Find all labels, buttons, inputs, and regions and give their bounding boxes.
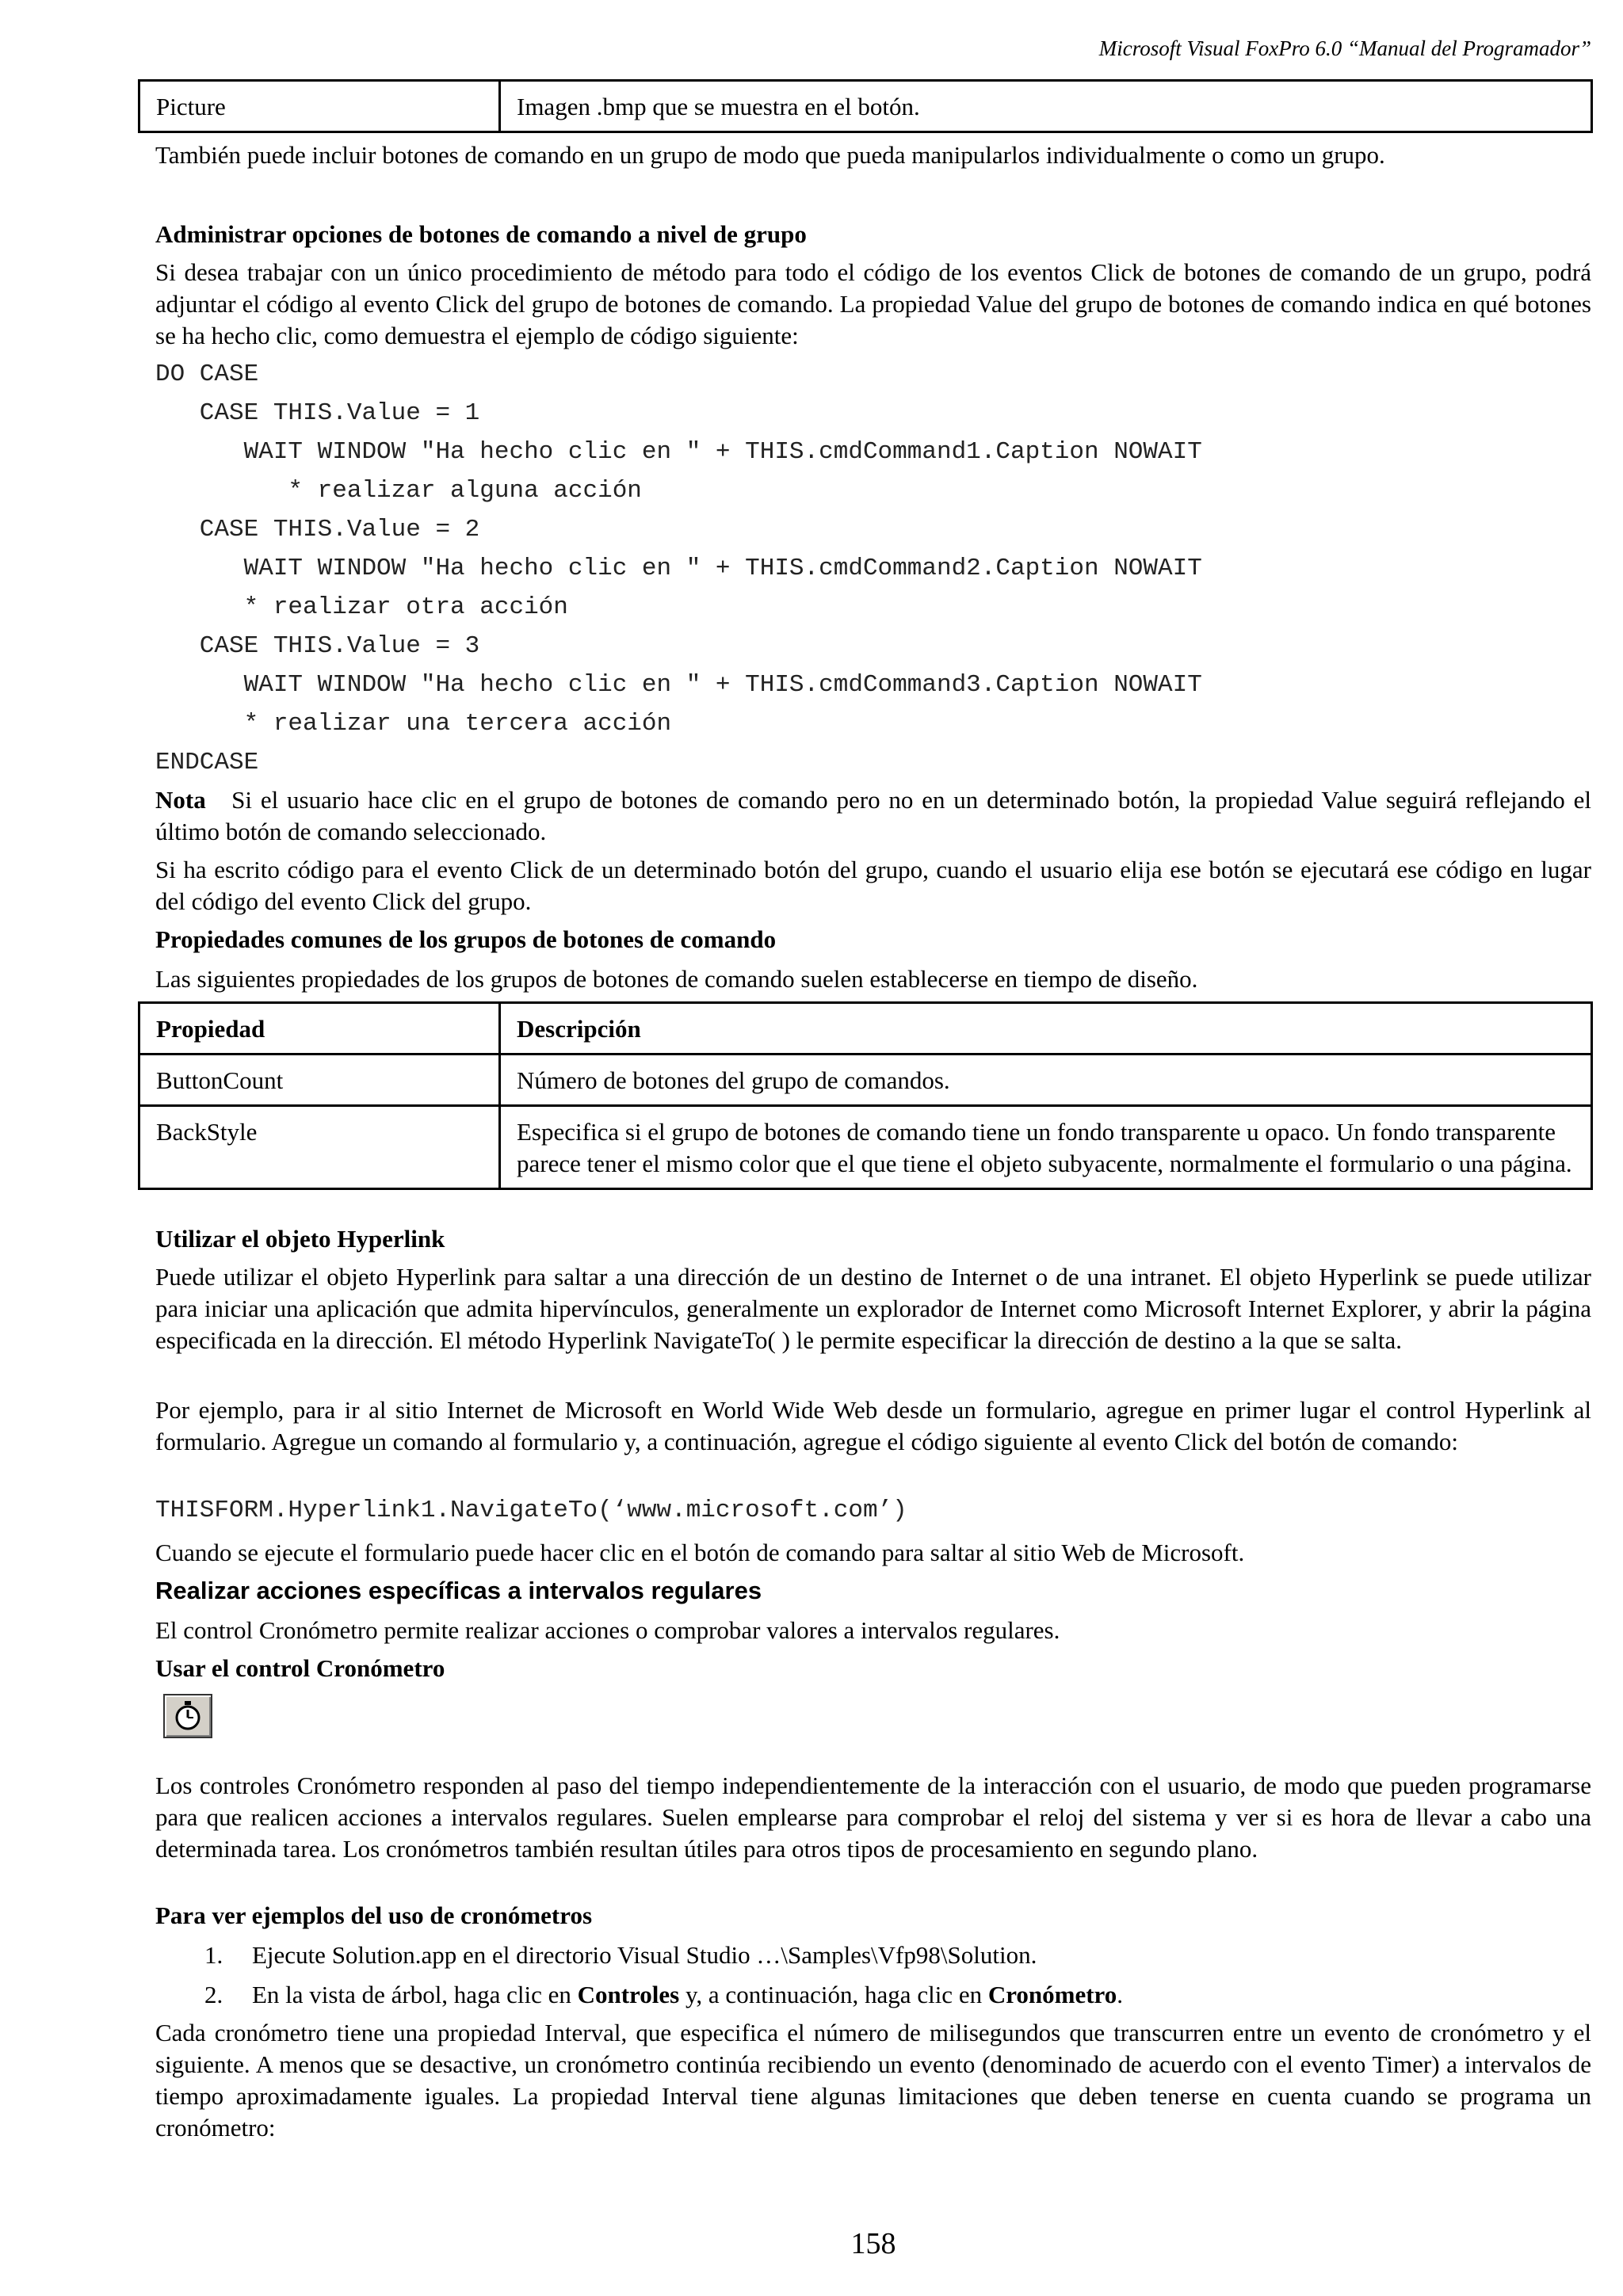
property-description: Imagen .bmp que se muestra en el botón. [500, 81, 1592, 132]
list-item [155, 1979, 1591, 2011]
code-line: ENDCASE [155, 749, 259, 776]
code-line: WAIT WINDOW "Ha hecho clic en " + THIS.cmdCommand2.Caption NOWAIT [155, 555, 1202, 582]
table-row [139, 1106, 1592, 1189]
common-props-table-wrap [155, 1001, 1593, 1190]
code-line: WAIT WINDOW "Ha hecho clic en " + THIS.cmdCommand3.Caption NOWAIT [155, 671, 1202, 699]
code-hyperlink: THISFORM.Hyperlink1.NavigateTo(‘www.microsoft.com’) [155, 1497, 907, 1524]
step-text: . [1117, 1981, 1124, 2008]
property-name: Picture [139, 81, 500, 132]
step-number: 2. [204, 1981, 223, 2008]
step-number: 1. [204, 1941, 223, 1969]
code-line: CASE THIS.Value = 3 [155, 632, 480, 660]
timer-paragraph-2: Cada cronómetro tiene una propiedad Interval, que especifica el número de milisegundos que transcurren entre un evento de cronómetro y el siguiente. A menos que se desactive, un cronómetro continúa recibiendo un evento (denominado de acuerdo con el evento Timer) a intervalos de tiempo aproximadamente iguales. La propiedad Interval tiene algunas limitaciones que deben tenerse en cuenta cuando se programa un cronómetro: [155, 2019, 1591, 2142]
step-text: y, a continuación, haga clic en [679, 1981, 988, 2008]
note-label: Nota [155, 786, 206, 814]
code-line: * realizar una tercera acción [155, 710, 672, 738]
note-paragraph [155, 784, 1591, 848]
table-row [139, 81, 1592, 132]
code-line: WAIT WINDOW "Ha hecho clic en " + THIS.cmdCommand1.Caption NOWAIT [155, 438, 1202, 466]
property-name: BackStyle [139, 1106, 500, 1189]
code-line: * realizar alguna acción [155, 477, 642, 505]
list-item [155, 1939, 1591, 1971]
stopwatch-icon-graphic [172, 1700, 204, 1732]
common-props-table [138, 1001, 1593, 1190]
step-text: En la vista de árbol, haga clic en [252, 1981, 578, 2008]
examples-heading: Para ver ejemplos del uso de cronómetros [155, 1901, 593, 1929]
table-row [139, 1055, 1592, 1106]
property-name: ButtonCount [139, 1055, 500, 1106]
page-number: 158 [850, 2227, 896, 2260]
section-heading-common-props: Propiedades comunes de los grupos de botones de comando [155, 925, 777, 953]
code-line: CASE THIS.Value = 1 [155, 399, 480, 427]
steps-list [155, 1939, 1591, 2011]
timer-intro: El control Cronómetro permite realizar acciones o comprobar valores a intervalos regulares. [155, 1616, 1060, 1644]
stopwatch-icon [163, 1694, 212, 1738]
step-bold-term: Cronómetro [987, 1981, 1117, 2008]
property-description: Número de botones del grupo de comandos. [500, 1055, 1592, 1106]
step-text: Ejecute Solution.app en el directorio Visual Studio …\Samples\Vfp98\Solution. [252, 1941, 1037, 1969]
group-paragraph-2: Si ha escrito código para el evento Click de un determinado botón del grupo, cuando el usuario elija ese botón se ejecutará ese código en lugar del código del evento Click del grupo. [155, 856, 1591, 915]
hyperlink-paragraph-3: Cuando se ejecute el formulario puede hacer clic en el botón de comando para saltar al sitio Web de Microsoft. [155, 1539, 1245, 1566]
picture-property-table [138, 79, 1593, 133]
picture-property-table-wrap [155, 79, 1593, 133]
property-description: Especifica si el grupo de botones de comando tiene un fondo transparente u opaco. Un fondo transparente parece tener el mismo color que el que tiene el objeto subyacente, normalmente el formulario o una página. [500, 1106, 1592, 1189]
note-text: Si el usuario hace clic en el grupo de botones de comando pero no en un determinado botón, la propiedad Value seguirá reflejando el último botón de comando seleccionado. [155, 786, 1591, 845]
hyperlink-paragraph-1: Puede utilizar el objeto Hyperlink para saltar a una dirección de un destino de Internet o de una intranet. El objeto Hyperlink se puede utilizar para iniciar una aplicación que admita hipervínculos, generalmente un explorador de Internet como Microsoft Internet Explorer, y abrir la página especificada en la dirección. El método Hyperlink NavigateTo( ) le permite especificar la dirección de destino a la que se salta. [155, 1263, 1591, 1354]
code-line: * realizar otra acción [155, 593, 568, 621]
intro-paragraph: También puede incluir botones de comando en un grupo de modo que pueda manipularlos individualmente o como un grupo. [155, 141, 1385, 169]
common-props-intro: Las siguientes propiedades de los grupos de botones de comando suelen establecerse en tiempo de diseño. [155, 965, 1198, 993]
column-header: Propiedad [139, 1003, 500, 1055]
code-block-do-case [155, 355, 1202, 782]
section-heading-timer: Realizar acciones específicas a intervalos regulares [155, 1577, 762, 1604]
section-heading-hyperlink: Utilizar el objeto Hyperlink [155, 1225, 445, 1253]
code-line: DO CASE [155, 360, 259, 388]
subheading-timer-control: Usar el control Cronómetro [155, 1654, 445, 1682]
timer-paragraph-1: Los controles Cronómetro responden al paso del tiempo independientemente de la interacción con el usuario, de modo que pueden programarse para que realicen acciones a intervalos regulares. Suelen emplearse para comprobar el reloj del sistema y ver si es hora de llevar a cabo una determinada tarea. Los cronómetros también resultan útiles para otros tipos de procesamiento en segundo plano. [155, 1772, 1591, 1863]
step-bold-term: Controles [577, 1981, 680, 2008]
section-heading-group: Administrar opciones de botones de comando a nivel de grupo [155, 220, 807, 248]
running-header: Microsoft Visual FoxPro 6.0 “Manual del Programador” [1098, 36, 1591, 60]
table-header-row [139, 1003, 1592, 1055]
hyperlink-paragraph-2: Por ejemplo, para ir al sitio Internet de Microsoft en World Wide Web desde un formulario, agregue en primer lugar el control Hyperlink al formulario. Agregue un comando al formulario y, a continuación, agregue el código siguiente al evento Click del botón de comando: [155, 1396, 1591, 1455]
group-paragraph: Si desea trabajar con un único procedimiento de método para todo el código de los eventos Click de botones de comando de un grupo, podrá adjuntar el código al evento Click del grupo de botones de comando. La propiedad Value del grupo de botones de comando indica en qué botones se ha hecho clic, como demuestra el ejemplo de código siguiente: [155, 258, 1591, 349]
code-line: CASE THIS.Value = 2 [155, 516, 480, 543]
column-header: Descripción [500, 1003, 1592, 1055]
